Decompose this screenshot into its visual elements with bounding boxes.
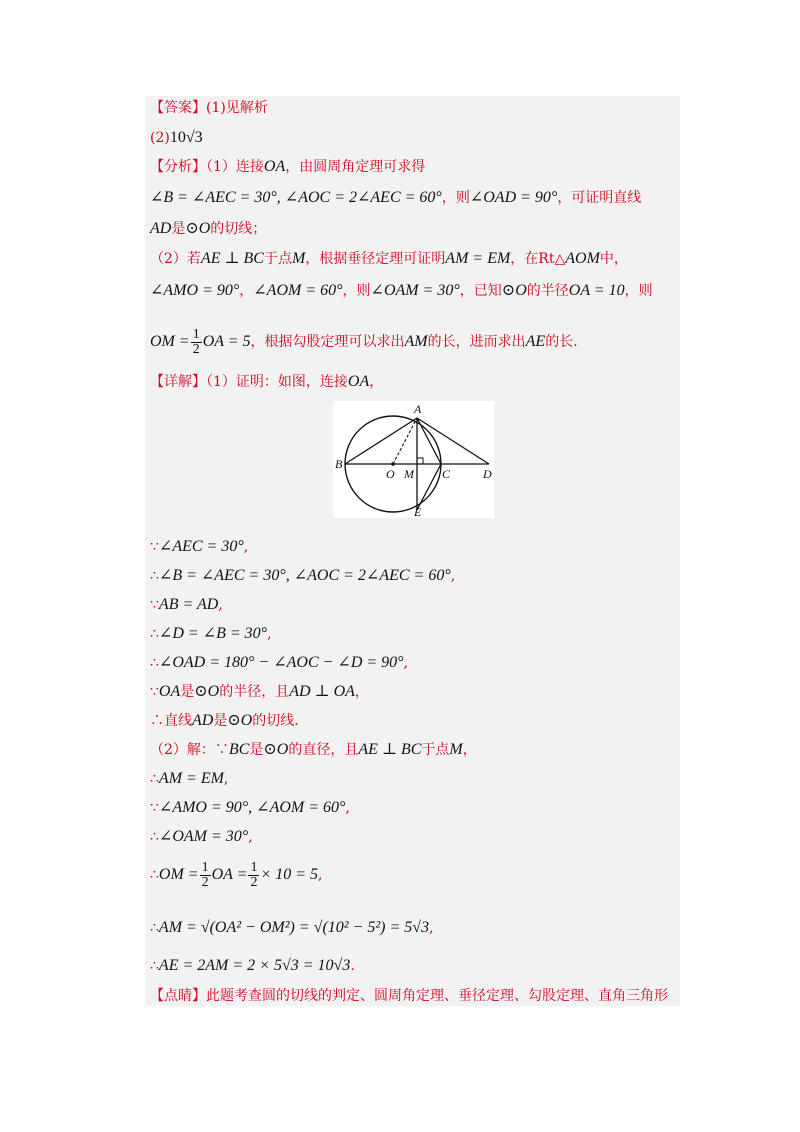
- math: AM = EM: [158, 770, 224, 787]
- math: AD: [192, 712, 214, 729]
- step-line: [150, 827, 253, 847]
- math: AE: [525, 333, 546, 350]
- math: ⊙O: [185, 220, 211, 237]
- detail-intro: [150, 372, 383, 392]
- step-tail: ,: [403, 655, 409, 671]
- step-symbol: ∵: [150, 684, 159, 700]
- step-tail: ,: [318, 867, 323, 883]
- math: M: [449, 741, 463, 758]
- detail-text: 的直径，且: [288, 742, 359, 758]
- geometry-figure: [333, 401, 494, 518]
- step-symbol: ∵: [150, 539, 159, 555]
- analysis-line-3: [150, 219, 266, 239]
- analysis-text: ，根据垂径定理可证明: [305, 251, 446, 267]
- step-tail: ,: [223, 771, 229, 787]
- analysis-text: 的半径: [526, 283, 569, 299]
- step-symbol: ∴: [150, 655, 159, 671]
- step-symbol: ∴: [150, 958, 159, 974]
- step-tail: .: [350, 958, 355, 974]
- analysis-text: ，在Rt△: [510, 251, 566, 267]
- fraction-denominator: 2: [250, 874, 258, 890]
- detail-label: 【详解】: [150, 374, 206, 390]
- step-line: [150, 711, 299, 731]
- figure-label-d: D: [483, 467, 492, 481]
- step-line: [150, 566, 455, 586]
- figure-label-b: B: [335, 457, 343, 471]
- analysis-text: ，则: [342, 283, 371, 299]
- am-line: [150, 918, 434, 938]
- analysis-text: ，已知: [459, 283, 502, 299]
- step-symbol: ∴: [150, 568, 159, 584]
- part2-intro: [150, 740, 477, 760]
- math: ∠AMO = 90°, ∠AOM = 60°: [158, 799, 346, 816]
- detail-text: 的半径，且: [219, 684, 290, 700]
- step-symbol: ∵: [150, 597, 159, 613]
- answer-part2-prefix: (2): [150, 130, 170, 146]
- analysis-text: ，根据勾股定理可以求出: [250, 334, 405, 350]
- detail-text: 是: [180, 684, 195, 700]
- detail-text: ，: [369, 374, 384, 390]
- analysis-text: 的长.: [545, 334, 578, 350]
- detail-text: 于点: [421, 742, 450, 758]
- detail-text: 的切线.: [252, 713, 299, 729]
- math: ∠OAD = 180° − ∠AOC − ∠D = 90°: [158, 654, 404, 671]
- math: × 10 = 5: [260, 866, 319, 883]
- analysis-text: （1）连接: [206, 159, 264, 175]
- step-tail: ,: [243, 539, 249, 555]
- analysis-text: 中，: [599, 251, 628, 267]
- math: ∠AMO = 90°: [150, 282, 240, 299]
- math: AOM: [565, 250, 600, 267]
- step-tail: ,: [345, 800, 350, 816]
- figure-label-c: C: [442, 467, 451, 481]
- right-angle-mark: [417, 458, 423, 464]
- math: ∠OAD = 90°: [469, 189, 558, 206]
- analysis-text: ，由圆周角定理可求得: [285, 159, 426, 175]
- math: ∠B = ∠AEC = 30°, ∠AOC = 2∠AEC = 60°: [150, 189, 442, 206]
- fraction-denominator: 2: [192, 341, 200, 357]
- analysis-line-2: [150, 188, 641, 208]
- math: AD: [150, 220, 172, 237]
- step-line: [150, 537, 248, 557]
- math: ∠B = ∠AEC = 30°, ∠AOC = 2∠AEC = 60°: [158, 567, 451, 584]
- circle-tangent-diagram: [333, 401, 494, 518]
- math: ∠D = ∠B = 30°: [158, 625, 268, 642]
- analysis-line-5: [150, 281, 653, 301]
- step-tail: ,: [218, 597, 223, 613]
- fraction: [191, 328, 202, 357]
- step-line: [150, 769, 228, 789]
- math: OM =: [158, 866, 199, 883]
- analysis-line-6: [150, 325, 578, 359]
- answer-part2-line: [150, 128, 203, 148]
- analysis-text: ，则: [441, 190, 470, 206]
- fraction-numerator: 1: [201, 859, 209, 875]
- math: OA: [158, 683, 181, 700]
- math: AD ⊥ OA: [289, 683, 355, 700]
- step-line: [150, 682, 369, 702]
- math: ⊙O: [227, 712, 253, 729]
- math: AB = AD: [158, 596, 219, 613]
- step-symbol: ∵: [150, 800, 159, 816]
- comment-label: 【点睛】: [150, 988, 206, 1004]
- fraction: [248, 861, 259, 890]
- analysis-line-4: [150, 249, 628, 269]
- step-symbol: ∴: [150, 713, 164, 729]
- figure-label-a: A: [414, 402, 422, 416]
- step-symbol: ∴: [150, 829, 159, 845]
- math: AM = √(OA² − OM²) = √(10² − 5²) = 5√3: [158, 919, 430, 936]
- figure-label-o: O: [386, 467, 395, 481]
- detail-text: ，: [354, 684, 369, 700]
- math: OA: [263, 158, 286, 175]
- ae-line: [150, 956, 355, 976]
- figure-label-m: M: [404, 467, 414, 481]
- detail-text: （1）证明：如图，连接: [206, 374, 348, 390]
- detail-text: ，: [462, 742, 477, 758]
- math: AM = EM: [445, 250, 511, 267]
- math: ∠OAM = 30°: [158, 828, 249, 845]
- math: ⊙O: [501, 282, 527, 299]
- math: M: [291, 250, 306, 267]
- fraction: [200, 861, 211, 890]
- math: OA =: [211, 866, 248, 883]
- line-ab: [345, 418, 417, 464]
- math: AE = 2AM = 2 × 5√3 = 10√3: [158, 957, 351, 974]
- detail-text: 直线: [164, 713, 192, 729]
- math: OA: [347, 373, 370, 390]
- step-symbol: ∴: [150, 771, 159, 787]
- math: OM =: [150, 333, 190, 350]
- analysis-text: 是: [171, 221, 186, 237]
- math: ∠AEC = 30°: [158, 538, 244, 555]
- detail-text: 是: [249, 742, 264, 758]
- analysis-text: 于点: [263, 251, 292, 267]
- analysis-text: ，可证明直线: [557, 190, 642, 206]
- math: OA = 5: [202, 333, 251, 350]
- comment-line: [150, 986, 668, 1006]
- math: AM: [404, 333, 428, 350]
- math: ∠AOM = 60°: [253, 282, 343, 299]
- analysis-text: （2）若: [150, 251, 201, 267]
- math: AE ⊥ BC: [358, 741, 422, 758]
- step-symbol: ∴: [150, 920, 159, 936]
- step-line: [150, 653, 408, 673]
- answer-line: [150, 98, 268, 118]
- answer-part1: (1)见解析: [206, 100, 268, 116]
- analysis-text: 的长，进而求出: [427, 334, 526, 350]
- fraction-numerator: 1: [192, 326, 200, 342]
- step-symbol: ∴: [150, 626, 159, 642]
- detail-text: 是: [213, 713, 228, 729]
- step-line: [150, 624, 272, 644]
- step-tail: ,: [248, 829, 253, 845]
- comment-text: 此题考查圆的切线的判定、圆周角定理、垂径定理、勾股定理、直角三角形: [206, 988, 668, 1004]
- math: OA = 10: [568, 282, 625, 299]
- math: BC: [228, 741, 250, 758]
- answer-label: 【答案】: [150, 100, 206, 116]
- answer-part2-value: 10√3: [169, 129, 203, 146]
- analysis-line-1: [150, 157, 425, 177]
- step-tail: ,: [429, 920, 434, 936]
- step-tail: ,: [450, 568, 456, 584]
- step-line: [150, 798, 350, 818]
- analysis-text: ，则: [624, 283, 653, 299]
- line-ce: [417, 464, 441, 510]
- math: AE ⊥ BC: [200, 250, 264, 267]
- math: ⊙O: [263, 741, 289, 758]
- step-tail: ,: [267, 626, 272, 642]
- analysis-text: ，: [239, 283, 254, 299]
- detail-text: （2）解：∵: [150, 742, 229, 758]
- analysis-text: 的切线；: [210, 221, 267, 237]
- line-ad: [417, 418, 489, 464]
- om-line: [150, 858, 323, 892]
- step-line: [150, 595, 223, 615]
- fraction-numerator: 1: [250, 859, 258, 875]
- figure-label-e: E: [414, 505, 422, 518]
- fraction-denominator: 2: [201, 874, 209, 890]
- math: ⊙O: [194, 683, 220, 700]
- math: ∠OAM = 30°: [370, 282, 460, 299]
- analysis-label: 【分析】: [150, 159, 206, 175]
- step-symbol: ∴: [150, 867, 159, 883]
- center-point-o: [391, 462, 395, 466]
